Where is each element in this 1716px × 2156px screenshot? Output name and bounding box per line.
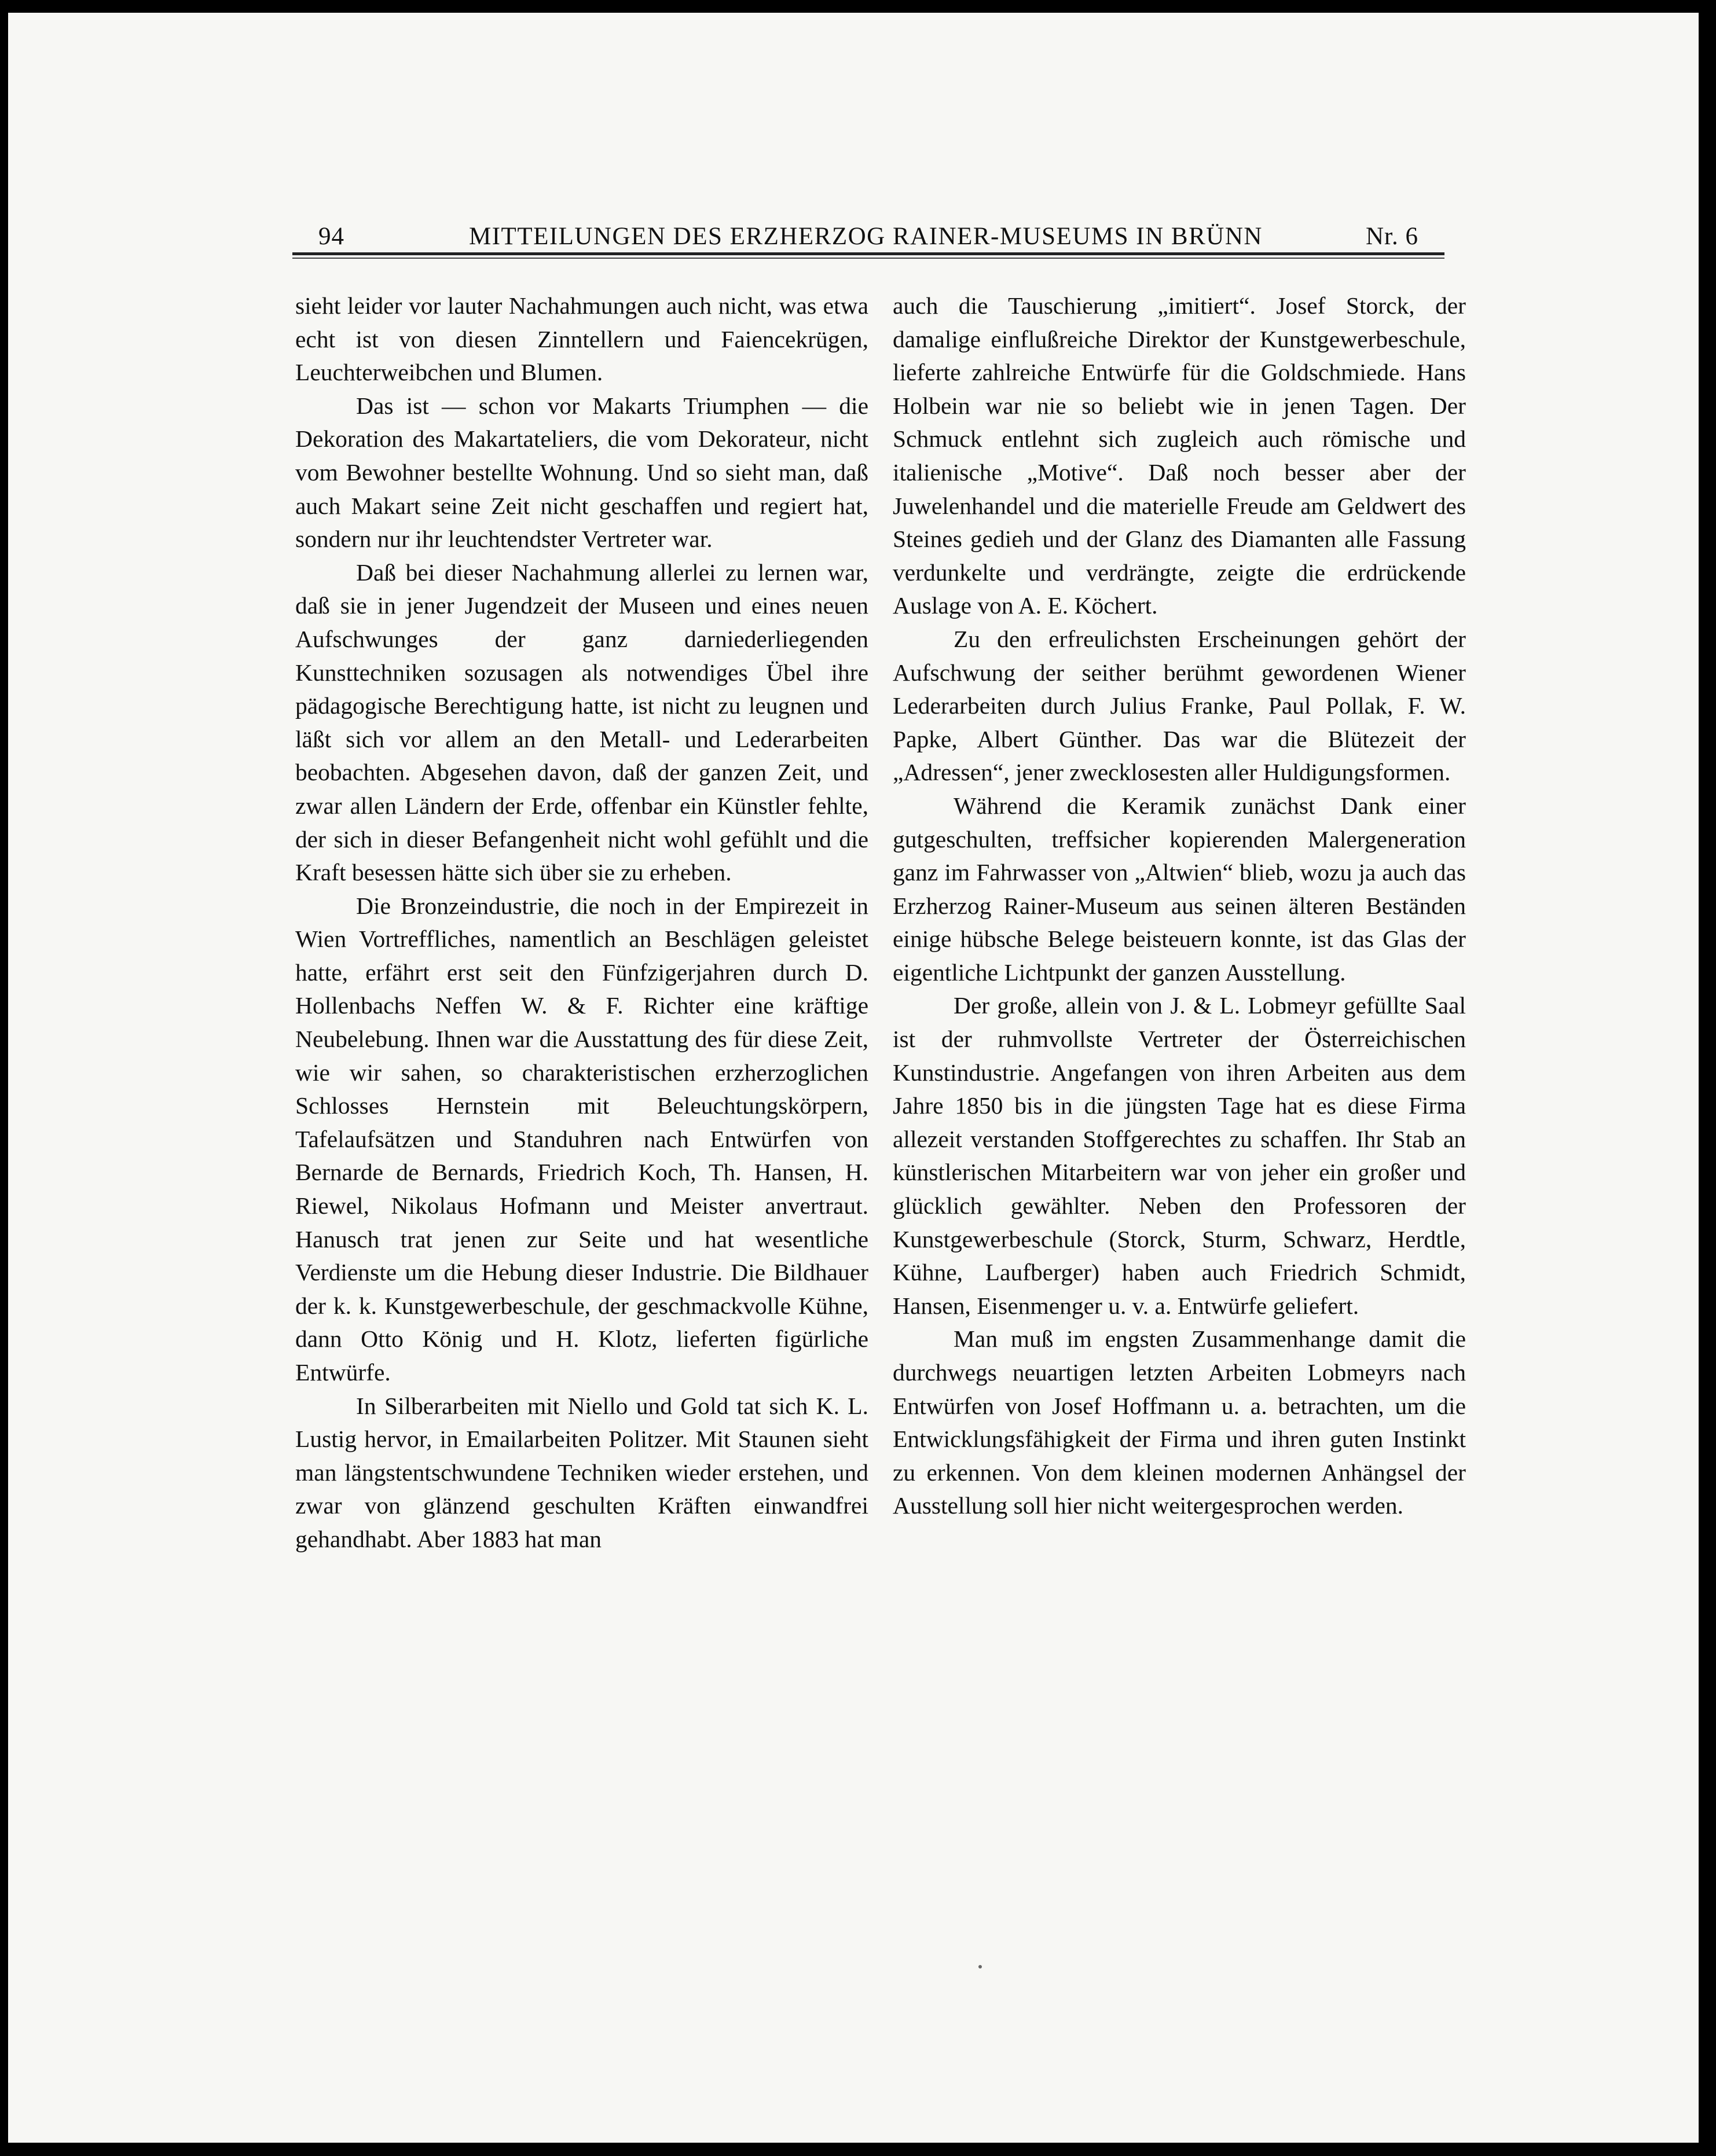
page-number: 94 [318,223,344,250]
paragraph: Der große, allein von J. & L. Lobmeyr gefüllte Saal ist der ruhmvollste Vertreter der Österreichischen Kunstindustrie. Angefangen von ihren Arbeiten aus dem Jahre 1850 bis in die jüngsten Tage hat es diese Firma allezeit verstanden Stoffgerechtes zu schaffen. Ihr Stab an künstlerischen Mitarbeitern war von jeher ein großer und glücklich gewählter. Neben den Professoren der Kunstgewerbeschule (Storck, Sturm, Schwarz, Herdtle, Kühne, Laufberger) haben auch Friedrich Schmidt, Hansen, Eisenmenger u. v. a. Entwürfe geliefert. [893,992,1466,1319]
header-rule-thin [292,258,1444,259]
header-rule [292,252,1444,255]
right-column [893,289,1466,1523]
paragraph: Während die Keramik zunächst Dank einer gutgeschulten, treffsicher kopierenden Malergeneration ganz im Fahrwasser von „Altwien“ blieb, wozu ja auch das Erzherzog Rainer-Museum aus seinen älteren Beständen einige hübsche Belege beisteuern konnte, ist das Glas der eigentliche Lichtpunkt der ganzen Ausstellung. [893,792,1466,986]
paragraph: Zu den erfreulichsten Erscheinungen gehört der Aufschwung der seither berühmt gewordenen Wiener Lederarbeiten durch Julius Franke, Paul Pollak, F. W. Papke, Albert Günther. Das war die Blütezeit der „Adressen“, jener zwecklosesten aller Huldigungsformen. [893,625,1466,786]
ink-speck [978,1965,982,1968]
paragraph: Die Bronzeindustrie, die noch in der Empirezeit in Wien Vortreffliches, namentlich an Beschlägen geleistet hatte, erfährt erst seit den Fünfzigerjahren durch D. Hollenbachs Neffen W. & F. Richter eine kräftige Neubelebung. Ihnen war die Ausstattung des für diese Zeit, wie wir sahen, so charakteristischen erzherzoglichen Schlosses Hernstein mit Beleuchtungskörpern, Tafelaufsätzen und Standuhren nach Entwürfen von Bernarde de Bernards, Friedrich Koch, Th. Hansen, H. Riewel, Nikolaus Hofmann und Meister anvertraut. Hanusch trat jenen zur Seite und hat wesentliche Verdienste um die Hebung dieser Industrie. Die Bildhauer der k. k. Kunstgewerbeschule, der geschmackvolle Kühne, dann Otto König und H. Klotz, lieferten figürliche Entwürfe. [295,892,868,1386]
paragraph: sieht leider vor lauter Nachahmungen auch nicht, was etwa echt ist von diesen Zinntellern und Faiencekrügen, Leuchterweibchen und Blumen. [295,292,868,386]
journal-title: MITTEILUNGEN DES ERZHERZOG RAINER-MUSEUMS IN BRÜNN [469,223,1263,250]
paragraph: Das ist — schon vor Makarts Triumphen — die Dekoration des Makartateliers, die vom Dekorateur, nicht vom Bewohner bestellte Wohnung. Und so sieht man, daß auch Makart seine Zeit nicht geschaffen und regiert hat, sondern nur ihr leuchtendster Vertreter war. [295,392,868,553]
paragraph: Man muß im engsten Zusammenhange damit die durchwegs neuartigen letzten Arbeiten Lobmeyrs nach Entwürfen von Josef Hoffmann u. a. betrachten, um die Entwicklungsfähigkeit der Firma und ihren guten Instinkt zu erkennen. Von dem kleinen modernen Anhängsel der Ausstellung soll hier nicht weitergesprochen werden. [893,1325,1466,1519]
paragraph: auch die Tauschierung „imitiert“. Josef Storck, der damalige einflußreiche Direktor der Kunstgewerbeschule, lieferte zahlreiche Entwürfe für die Goldschmiede. Hans Holbein war nie so beliebt wie in jenen Tagen. Der Schmuck entlehnt sich zugleich auch römische und italienische „Motive“. Daß noch besser aber der Juwelenhandel und die materielle Freude am Geldwert des Steines gedieh und der Glanz des Diamanten alle Fassung verdunkelte und verdrängte, zeigte die erdrückende Auslage von A. E. Köchert. [893,292,1466,619]
paragraph: In Silberarbeiten mit Niello und Gold tat sich K. L. Lustig hervor, in Emailarbeiten Politzer. Mit Staunen sieht man längstentschwundene Techniken wieder erstehen, und zwar von glänzend geschulten Kräften einwandfrei gehandhabt. Aber 1883 hat man [295,1392,868,1552]
issue-number: Nr. 6 [1366,223,1418,250]
left-column [295,289,868,1556]
scan-border [1699,0,1716,2156]
paragraph: Daß bei dieser Nachahmung allerlei zu lernen war, daß sie in jener Jugendzeit der Museen und eines neuen Aufschwunges der ganz darniederliegenden Kunsttechniken sozusagen als notwendiges Übel ihre pädagogische Berechtigung hatte, ist nicht zu leugnen und läßt sich vor allem an den Metall- und Lederarbeiten beobachten. Abgesehen davon, daß der ganzen Zeit, und zwar allen Ländern der Erde, offenbar ein Künstler fehlte, der sich in dieser Befangenheit nicht wohl gefühlt und die Kraft besessen hätte sich über sie zu erheben. [295,559,868,886]
